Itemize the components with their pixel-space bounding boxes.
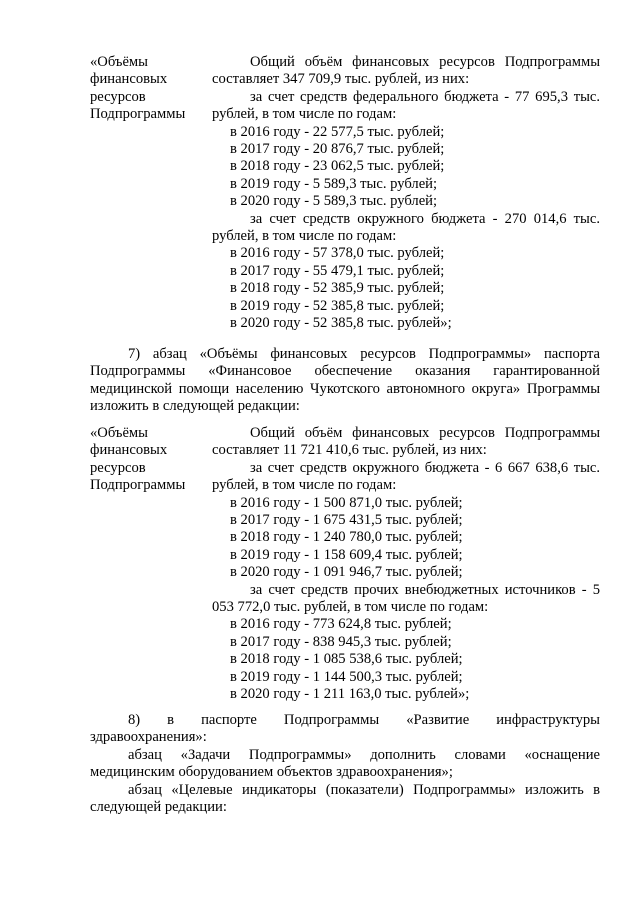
year-line: в 2018 году - 52 385,9 тыс. рублей; — [230, 280, 445, 297]
block-2-intro: Общий объём финансовых ресурсов Подпрограммы составляет 11 721 410,6 тыс. рублей, из них: — [212, 425, 600, 459]
year-line: в 2018 году - 1 240 780,0 тыс. рублей; — [230, 529, 463, 546]
year-line: в 2020 году - 5 589,3 тыс. рублей; — [230, 193, 438, 210]
year-line: в 2020 году - 52 385,8 тыс. рублей»; — [230, 315, 452, 332]
year-line: в 2016 году - 1 500 871,0 тыс. рублей; — [230, 494, 463, 511]
year-line: в 2019 году - 5 589,3 тыс. рублей; — [230, 175, 438, 192]
paragraph-8-tasks: абзац «Задачи Подпрограммы» дополнить словами «оснащение медицинским оборудованием объектов здравоохранения»; — [90, 746, 600, 781]
block-1-body — [212, 54, 600, 333]
block-2-label: «Объёмы финансовых ресурсов Подпрограммы — [90, 425, 186, 494]
year-line: в 2019 году - 1 158 609,4 тыс. рублей; — [230, 546, 463, 563]
paragraph-8-intro: 8) в паспорте Подпрограммы «Развитие инфраструктуры здравоохранения»: — [90, 712, 600, 746]
year-line: в 2016 году - 57 378,0 тыс. рублей; — [230, 245, 445, 262]
paragraph-7: 7) абзац «Объёмы финансовых ресурсов Подпрограммы» паспорта Подпрограммы «Финансовое обеспечение оказания гарантированной медицинской помощи населению Чукотского автономного округа» Программы изложить в следующей редакции: — [90, 346, 600, 415]
paragraph-8-indicators: абзац «Целевые индикаторы (показатели) Подпрограммы» изложить в следующей редакции: — [90, 781, 600, 816]
year-line: в 2017 году - 20 876,7 тыс. рублей; — [230, 141, 445, 158]
block-2-district: за счет средств окружного бюджета - 6 667 638,6 тыс. рублей, в том числе по годам: — [212, 459, 600, 494]
year-line: в 2016 году - 22 577,5 тыс. рублей; — [230, 123, 445, 140]
year-line: в 2016 году - 773 624,8 тыс. рублей; — [230, 616, 452, 633]
year-line: в 2017 году - 838 945,3 тыс. рублей; — [230, 633, 452, 650]
block-1-federal: за счет средств федерального бюджета - 77 695,3 тыс. рублей, в том числе по годам: — [212, 88, 600, 123]
block-2-other: за счет средств прочих внебюджетных источников - 5 053 772,0 тыс. рублей, в том числе по годам: — [212, 581, 600, 616]
year-line: в 2019 году - 1 144 500,3 тыс. рублей; — [230, 668, 463, 685]
year-line: в 2020 году - 1 211 163,0 тыс. рублей»; — [230, 686, 470, 703]
year-line: в 2020 году - 1 091 946,7 тыс. рублей; — [230, 564, 463, 581]
financing-block-1 — [90, 54, 600, 333]
block-2-body — [212, 425, 600, 704]
financing-block-2 — [90, 425, 600, 704]
year-line: в 2019 году - 52 385,8 тыс. рублей; — [230, 297, 445, 314]
year-line: в 2017 году - 55 479,1 тыс. рублей; — [230, 262, 445, 279]
block-1-district: за счет средств окружного бюджета - 270 014,6 тыс. рублей, в том числе по годам: — [212, 210, 600, 245]
year-line: в 2018 году - 23 062,5 тыс. рублей; — [230, 158, 445, 175]
year-line: в 2017 году - 1 675 431,5 тыс. рублей; — [230, 512, 463, 529]
year-line: в 2018 году - 1 085 538,6 тыс. рублей; — [230, 651, 463, 668]
block-1-label: «Объёмы финансовых ресурсов Подпрограммы — [90, 54, 186, 123]
block-1-intro: Общий объём финансовых ресурсов Подпрограммы составляет 347 709,9 тыс. рублей, из них: — [212, 54, 600, 88]
paragraph-8 — [90, 712, 600, 816]
